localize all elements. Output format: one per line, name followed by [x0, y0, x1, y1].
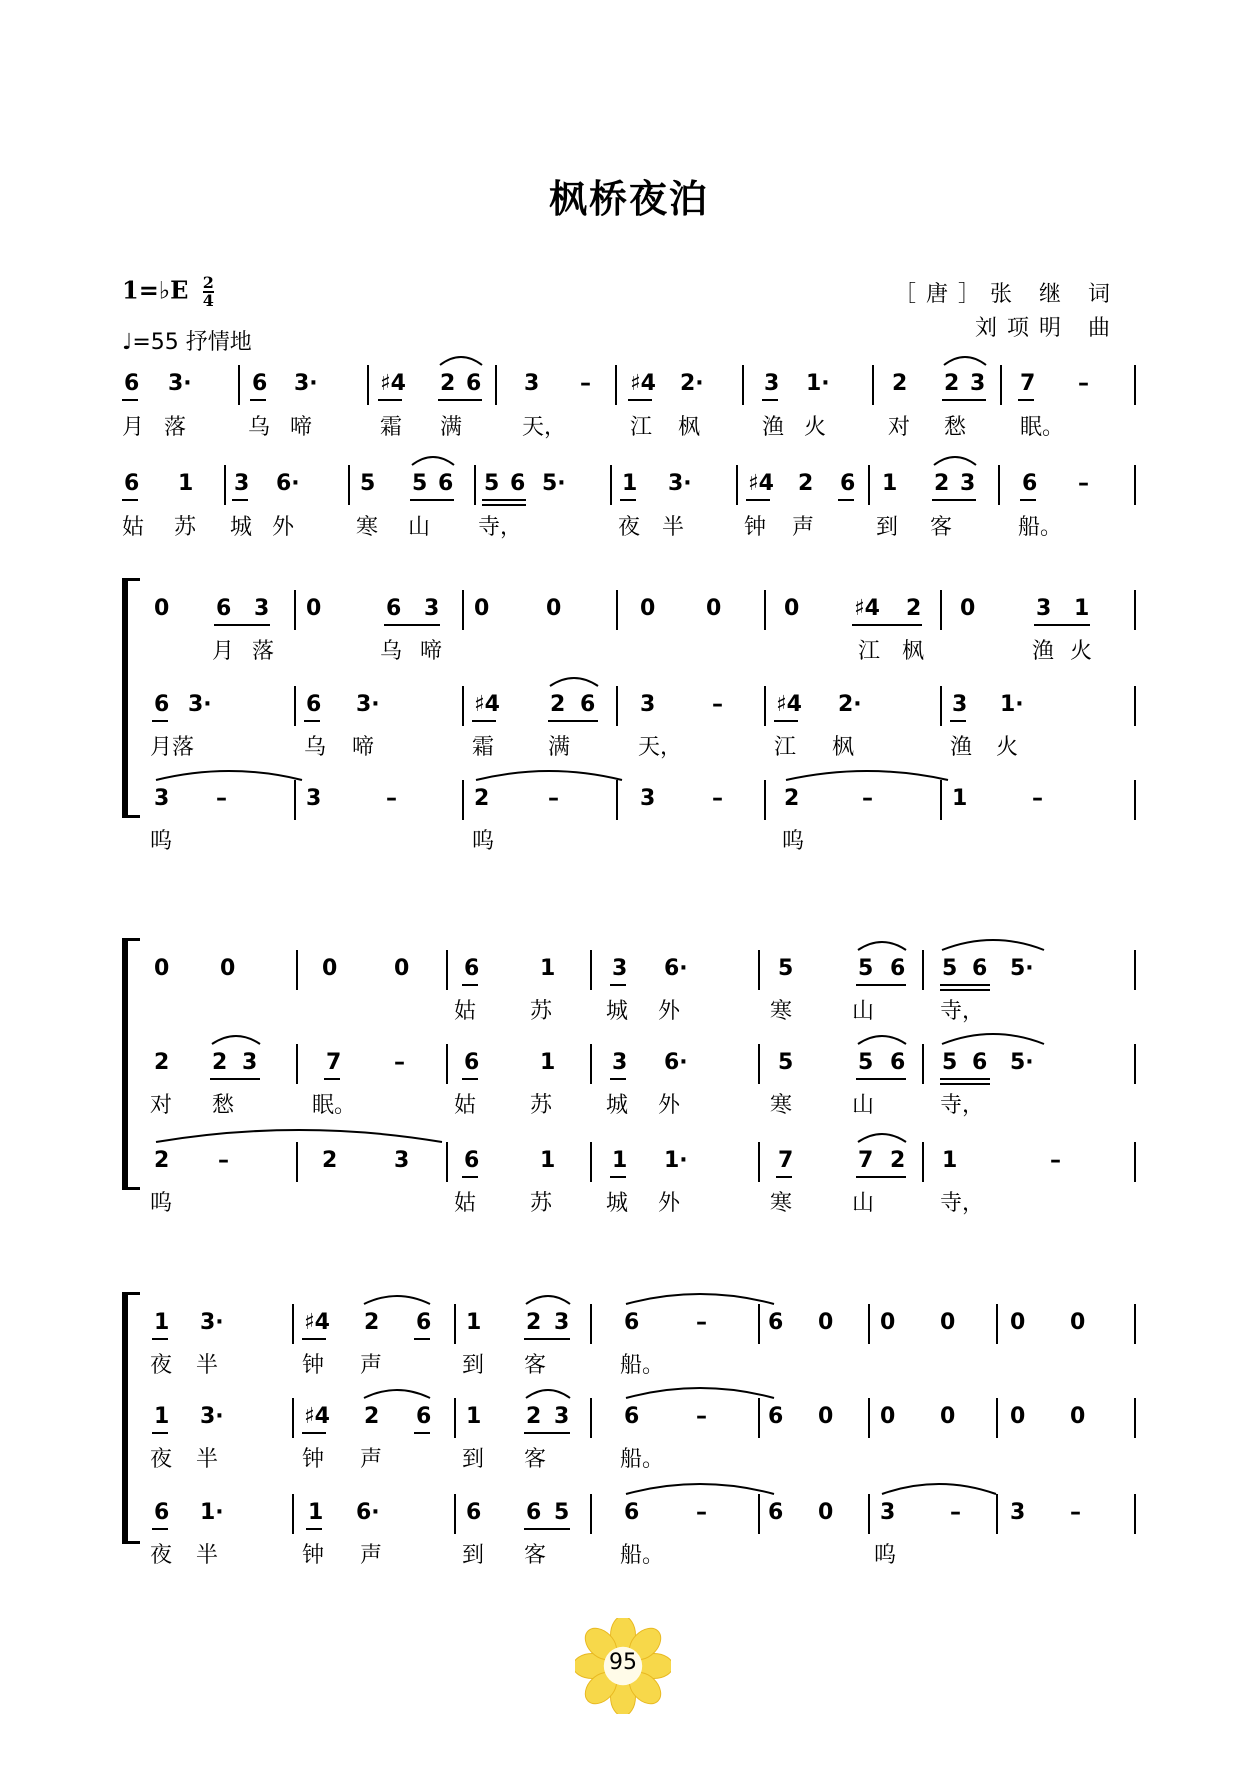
system2-voice1 — [150, 950, 1136, 990]
lyric: 城 — [606, 1191, 629, 1216]
note: ♯4 — [854, 596, 880, 621]
note: 6 — [466, 1500, 482, 1525]
note: – — [1078, 371, 1089, 396]
note: 7 — [858, 1148, 874, 1173]
lyric: 月落 — [150, 735, 195, 760]
note: 6 — [1022, 471, 1038, 496]
note: 1· — [200, 1500, 224, 1525]
lyric: 火 — [1070, 639, 1093, 664]
lyric: 乌 — [304, 735, 327, 760]
lyric: 寒 — [770, 999, 793, 1024]
note: 1 — [942, 1148, 958, 1173]
note: 6 — [154, 692, 170, 717]
note: 2 — [550, 692, 566, 717]
lyric: 船。 — [620, 1543, 665, 1568]
lyric: 半 — [662, 515, 685, 540]
system3-voice1 — [150, 1304, 1136, 1344]
system1-voice3 — [150, 780, 1136, 820]
lyric: 寺， — [940, 1093, 985, 1118]
system2-lyrics3 — [150, 1186, 1136, 1216]
system2-voice2 — [150, 1044, 1136, 1084]
lyric: 夜 — [618, 515, 641, 540]
lyric: 城 — [230, 515, 253, 540]
note: 1 — [178, 471, 194, 496]
lyric: 眠。 — [1020, 415, 1065, 440]
composer-credit: 刘项明 曲 — [975, 316, 1120, 341]
note: ♯4 — [474, 692, 500, 717]
lyric: 乌 — [248, 415, 271, 440]
system2-lyrics2 — [150, 1088, 1136, 1118]
note: – — [862, 786, 873, 811]
note: 6 — [580, 692, 596, 717]
note: 0 — [880, 1404, 896, 1429]
note: 6 — [890, 1050, 906, 1075]
note: 3· — [200, 1404, 224, 1429]
lyric: 到 — [462, 1543, 485, 1568]
solo-lyrics-2 — [122, 510, 1136, 540]
system2-voice3 — [150, 1142, 1136, 1182]
lyric: 苏 — [530, 1093, 553, 1118]
note: 0 — [1070, 1310, 1086, 1335]
note: – — [696, 1500, 707, 1525]
note: 6 — [464, 1148, 480, 1173]
lyric: 天， — [638, 735, 683, 760]
lyric: 呜 — [874, 1543, 897, 1568]
note: 3 — [1010, 1500, 1026, 1525]
note: 5 — [778, 956, 794, 981]
note: 1 — [154, 1310, 170, 1335]
note: 5 — [412, 471, 428, 496]
note: 6 — [466, 371, 482, 396]
note: 5 — [778, 1050, 794, 1075]
system1-lyrics3 — [150, 824, 1136, 854]
note: ♯4 — [380, 371, 406, 396]
note: 0 — [1070, 1404, 1086, 1429]
lyric: 枫 — [902, 639, 925, 664]
note: 3 — [234, 471, 250, 496]
note: – — [696, 1310, 707, 1335]
note: 0 — [1010, 1310, 1026, 1335]
lyric: 愁 — [212, 1093, 235, 1118]
note: 6 — [416, 1310, 432, 1335]
page-number: 95 — [609, 1650, 637, 1675]
lyric: 半 — [196, 1353, 219, 1378]
note: 6 — [972, 956, 988, 981]
note: 1 — [952, 786, 968, 811]
note: 6· — [356, 1500, 380, 1525]
system3-lyrics1 — [150, 1348, 1136, 1378]
note: 1 — [154, 1404, 170, 1429]
system-bracket — [122, 938, 128, 1190]
note: 0 — [640, 596, 656, 621]
note: 6 — [890, 956, 906, 981]
note: 6 — [972, 1050, 988, 1075]
note: – — [712, 786, 723, 811]
lyric: 苏 — [530, 1191, 553, 1216]
note: 7 — [326, 1050, 342, 1075]
note: 3 — [554, 1404, 570, 1429]
note: 0 — [1010, 1404, 1026, 1429]
lyric: 姑 — [454, 999, 477, 1024]
note: 3 — [254, 596, 270, 621]
note: – — [1032, 786, 1043, 811]
note: 2 — [212, 1050, 228, 1075]
note: – — [548, 786, 559, 811]
system1-lyrics2 — [150, 730, 1136, 760]
lyric: 山 — [852, 1093, 875, 1118]
note: 6 — [252, 371, 268, 396]
note: 5 — [554, 1500, 570, 1525]
lyric: 天， — [522, 415, 567, 440]
note: 2· — [838, 692, 862, 717]
note: 5 — [858, 956, 874, 981]
lyric: 寺， — [940, 1191, 985, 1216]
note: 1 — [308, 1500, 324, 1525]
lyric: 钟 — [302, 1353, 325, 1378]
lyric: 霜 — [380, 415, 403, 440]
lyric: 到 — [462, 1353, 485, 1378]
note: 0 — [322, 956, 338, 981]
note: 0 — [880, 1310, 896, 1335]
lyric: 声 — [360, 1353, 383, 1378]
note: 0 — [940, 1404, 956, 1429]
system2-lyrics1 — [150, 994, 1136, 1024]
lyric: 到 — [876, 515, 899, 540]
tempo-marking: ♩=55 抒情地 — [122, 330, 252, 355]
note: 1· — [806, 371, 830, 396]
note: 0 — [706, 596, 722, 621]
lyric: 啼 — [352, 735, 375, 760]
note: 3 — [394, 1148, 410, 1173]
note: – — [218, 1148, 229, 1173]
note: 3 — [242, 1050, 258, 1075]
note: – — [696, 1404, 707, 1429]
note: 2 — [890, 1148, 906, 1173]
lyric: 钟 — [744, 515, 767, 540]
note: 1 — [1074, 596, 1090, 621]
lyric: 苏 — [174, 515, 197, 540]
lyric: 外 — [272, 515, 295, 540]
note: 3 — [612, 1050, 628, 1075]
lyric: 山 — [852, 1191, 875, 1216]
note: 1 — [612, 1148, 628, 1173]
lyric: 夜 — [150, 1447, 173, 1472]
lyric: 船。 — [1018, 515, 1063, 540]
note: 6 — [438, 471, 454, 496]
note: ♯4 — [304, 1404, 330, 1429]
note: 6 — [768, 1404, 784, 1429]
note: 0 — [960, 596, 976, 621]
note: 1 — [466, 1404, 482, 1429]
note: 2 — [526, 1404, 542, 1429]
lyricist-credit: ［唐］张 继 词 — [894, 282, 1120, 307]
note: 6 — [306, 692, 322, 717]
note: 0 — [394, 956, 410, 981]
lyric: 船。 — [620, 1447, 665, 1472]
note: 5 — [484, 471, 500, 496]
note: 2 — [154, 1050, 170, 1075]
note: 3· — [188, 692, 212, 717]
lyric: 客 — [524, 1543, 547, 1568]
lyric: 寒 — [770, 1093, 793, 1118]
note: 5 — [942, 956, 958, 981]
note: 5· — [1010, 956, 1034, 981]
note: ♯4 — [630, 371, 656, 396]
note: 6 — [768, 1310, 784, 1335]
note: – — [580, 371, 591, 396]
lyric: 对 — [150, 1093, 173, 1118]
lyric: 呜 — [472, 829, 495, 854]
note: 2· — [680, 371, 704, 396]
lyric: 渔 — [762, 415, 785, 440]
note: 2 — [322, 1148, 338, 1173]
lyric: 落 — [252, 639, 275, 664]
note: 2 — [944, 371, 960, 396]
note: 6 — [464, 956, 480, 981]
page-title: 枫桥夜泊 — [548, 176, 709, 221]
note: 3 — [970, 371, 986, 396]
note: 3 — [554, 1310, 570, 1335]
lyric: 寒 — [770, 1191, 793, 1216]
note: – — [394, 1050, 405, 1075]
key-signature: 1=♭E $\frac{2}{4}$ — [122, 273, 214, 310]
lyric: 客 — [524, 1447, 547, 1472]
lyric: 到 — [462, 1447, 485, 1472]
note: 0 — [306, 596, 322, 621]
lyric: 苏 — [530, 999, 553, 1024]
note: – — [1050, 1148, 1061, 1173]
note: 2 — [934, 471, 950, 496]
note: 5· — [542, 471, 566, 496]
lyric: 枫 — [678, 415, 701, 440]
solo-line-2 — [122, 465, 1136, 505]
note: 6 — [386, 596, 402, 621]
lyric: 渔 — [1032, 639, 1055, 664]
lyric: 城 — [606, 999, 629, 1024]
system3-voice3 — [150, 1494, 1136, 1534]
note: 3 — [612, 956, 628, 981]
note: 3 — [880, 1500, 896, 1525]
note: 1· — [1000, 692, 1024, 717]
note: ♯4 — [776, 692, 802, 717]
lyric: 声 — [792, 515, 815, 540]
lyric: 客 — [524, 1353, 547, 1378]
note: 2 — [798, 471, 814, 496]
lyric: 寒 — [356, 515, 379, 540]
lyric: 外 — [658, 1093, 681, 1118]
note: 1 — [622, 471, 638, 496]
note: 2 — [364, 1310, 380, 1335]
note: 7 — [1020, 371, 1036, 396]
note: 6 — [840, 471, 856, 496]
lyric: 啼 — [420, 639, 443, 664]
lyric: 呜 — [150, 829, 173, 854]
lyric: 满 — [548, 735, 571, 760]
note: 2 — [440, 371, 456, 396]
note: 1 — [882, 471, 898, 496]
note: 1 — [540, 1148, 556, 1173]
system-bracket — [122, 1292, 128, 1544]
lyric: 啼 — [290, 415, 313, 440]
lyric: 城 — [606, 1093, 629, 1118]
lyric: 江 — [774, 735, 797, 760]
lyric: 对 — [888, 415, 911, 440]
note: – — [216, 786, 227, 811]
lyric: 落 — [164, 415, 187, 440]
lyric: 乌 — [380, 639, 403, 664]
lyric: 寺， — [478, 515, 523, 540]
note: 3 — [154, 786, 170, 811]
note: 6 — [464, 1050, 480, 1075]
lyric: 声 — [360, 1447, 383, 1472]
note: 0 — [818, 1310, 834, 1335]
note: – — [950, 1500, 961, 1525]
lyric: 山 — [852, 999, 875, 1024]
note: 6 — [526, 1500, 542, 1525]
note: 6 — [416, 1404, 432, 1429]
lyric: 钟 — [302, 1447, 325, 1472]
note: 0 — [220, 956, 236, 981]
lyric: 火 — [804, 415, 827, 440]
note: 6 — [124, 471, 140, 496]
note: 6 — [624, 1500, 640, 1525]
note: 2 — [784, 786, 800, 811]
lyric: 寺， — [940, 999, 985, 1024]
lyric: 火 — [996, 735, 1019, 760]
note: 6· — [664, 1050, 688, 1075]
note: 3· — [294, 371, 318, 396]
note: 3 — [960, 471, 976, 496]
note: 0 — [546, 596, 562, 621]
note: ♯4 — [748, 471, 774, 496]
note: 6 — [510, 471, 526, 496]
solo-lyrics-1 — [122, 410, 1136, 440]
note: 2 — [906, 596, 922, 621]
note: 0 — [818, 1404, 834, 1429]
lyric: 枫 — [832, 735, 855, 760]
note: 3· — [168, 371, 192, 396]
note: 0 — [154, 956, 170, 981]
note: 5 — [360, 471, 376, 496]
note: 2 — [892, 371, 908, 396]
note: 2 — [364, 1404, 380, 1429]
note: 7 — [778, 1148, 794, 1173]
note: 6 — [216, 596, 232, 621]
lyric: 半 — [196, 1543, 219, 1568]
lyric: 姑 — [122, 515, 145, 540]
lyric: 江 — [858, 639, 881, 664]
note: 1 — [540, 956, 556, 981]
note: 3 — [306, 786, 322, 811]
lyric: 声 — [360, 1543, 383, 1568]
lyric: 船。 — [620, 1353, 665, 1378]
note: 0 — [154, 596, 170, 621]
note: 6 — [124, 371, 140, 396]
lyric: 山 — [408, 515, 431, 540]
note: 3 — [424, 596, 440, 621]
note: 3 — [640, 786, 656, 811]
note: 2 — [154, 1148, 170, 1173]
note: 0 — [474, 596, 490, 621]
note: 1· — [664, 1148, 688, 1173]
time-signature: $\frac{2}{4}$ — [202, 273, 214, 310]
system1-voice2 — [150, 686, 1136, 726]
lyric: 呜 — [150, 1191, 173, 1216]
lyric: 姑 — [454, 1191, 477, 1216]
note: – — [1078, 471, 1089, 496]
lyric: 客 — [930, 515, 953, 540]
lyric: 月 — [212, 639, 235, 664]
note: – — [712, 692, 723, 717]
note: 3 — [640, 692, 656, 717]
lyric: 钟 — [302, 1543, 325, 1568]
note: 6 — [624, 1404, 640, 1429]
note: – — [386, 786, 397, 811]
lyric: 夜 — [150, 1543, 173, 1568]
lyric: 江 — [630, 415, 653, 440]
note: 0 — [784, 596, 800, 621]
note: 3 — [524, 371, 540, 396]
note: 3· — [668, 471, 692, 496]
note: 0 — [818, 1500, 834, 1525]
lyric: 呜 — [782, 829, 805, 854]
note: 5 — [942, 1050, 958, 1075]
system-bracket — [122, 578, 128, 818]
system3-lyrics2 — [150, 1442, 1136, 1472]
note: 3 — [764, 371, 780, 396]
lyric: 外 — [658, 999, 681, 1024]
note: 2 — [526, 1310, 542, 1335]
note: 2 — [474, 786, 490, 811]
note: 6· — [276, 471, 300, 496]
note: 0 — [940, 1310, 956, 1335]
note: 3 — [952, 692, 968, 717]
note: 5 — [858, 1050, 874, 1075]
note: 3· — [200, 1310, 224, 1335]
system1-voice1 — [150, 590, 1136, 630]
lyric: 月 — [122, 415, 145, 440]
system3-voice2 — [150, 1398, 1136, 1438]
lyric: 半 — [196, 1447, 219, 1472]
system1-lyrics1 — [150, 634, 1136, 664]
note: 6 — [768, 1500, 784, 1525]
note: 5· — [1010, 1050, 1034, 1075]
note: 1 — [540, 1050, 556, 1075]
note: – — [1070, 1500, 1081, 1525]
system3-lyrics3 — [150, 1538, 1136, 1568]
note: 1 — [466, 1310, 482, 1335]
solo-line-1 — [122, 365, 1136, 405]
lyric: 愁 — [944, 415, 967, 440]
note: 6· — [664, 956, 688, 981]
note: 3· — [356, 692, 380, 717]
lyric: 姑 — [454, 1093, 477, 1118]
lyric: 外 — [658, 1191, 681, 1216]
note: 6 — [624, 1310, 640, 1335]
lyric: 夜 — [150, 1353, 173, 1378]
note: 3 — [1036, 596, 1052, 621]
note: ♯4 — [304, 1310, 330, 1335]
lyric: 满 — [440, 415, 463, 440]
lyric: 渔 — [950, 735, 973, 760]
note: 6 — [154, 1500, 170, 1525]
lyric: 眠。 — [312, 1093, 357, 1118]
lyric: 霜 — [472, 735, 495, 760]
